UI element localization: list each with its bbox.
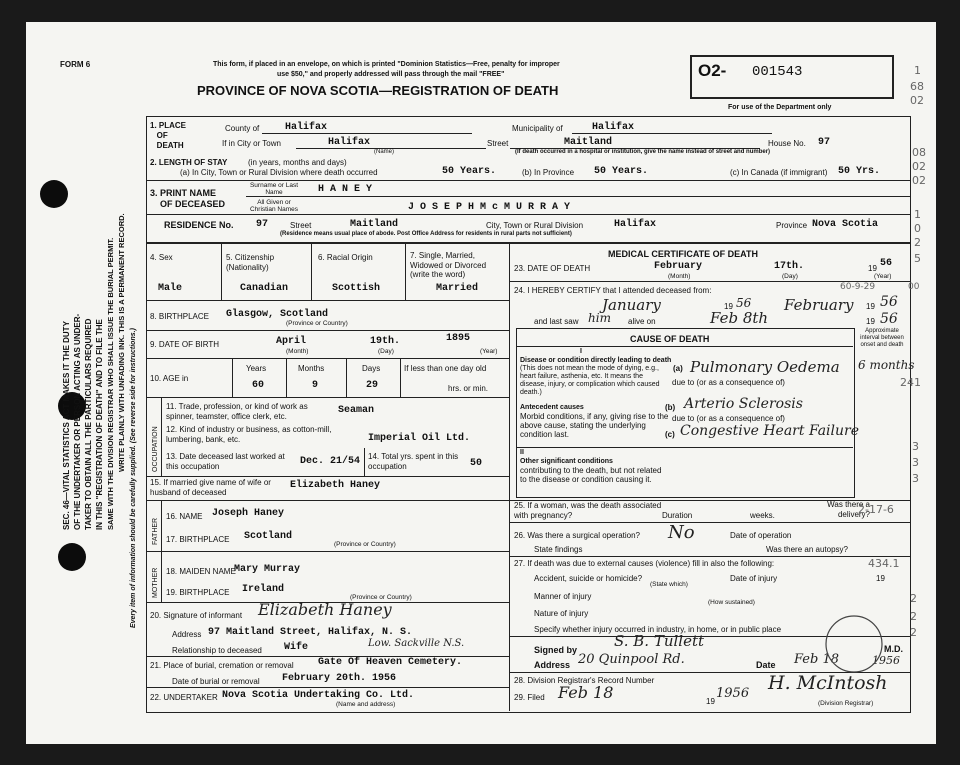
envelope-note-line-2: use $50," and properly addressed will pass through the mail "FREE"	[277, 71, 505, 78]
birthplace-note: (Province or Country)	[286, 320, 348, 327]
municipality-label: Municipality of	[512, 124, 563, 133]
mother-name-value: Mary Murray	[234, 564, 301, 575]
handwritten-place-note: Low. Sackville N.S.	[368, 638, 465, 649]
form-title: PROVINCE OF NOVA SCOTIA—REGISTRATION OF DEATH	[197, 83, 559, 98]
stay-city-label: (a) In City, Town or Rural Division where death occurred	[180, 168, 378, 177]
other-conditions-note: contributing to the death, but not related to the disease or condition causing it.	[520, 466, 662, 484]
racial-origin-label: 6. Racial Origin	[318, 253, 373, 262]
divider-26	[510, 556, 910, 557]
sex-label: 4. Sex	[150, 253, 173, 262]
margin-note-14: 3	[912, 440, 919, 453]
alive-on-value: Feb 8th	[710, 309, 769, 327]
due-to-a: due to (or as a consequence of)	[672, 378, 785, 387]
side-legal-text-2: OF THE UNDERTAKER OR PERSON ACTING AS UNDER-	[73, 313, 82, 530]
to-year: 56	[880, 294, 898, 310]
form-number: FORM 6	[60, 60, 91, 69]
divider-3	[146, 214, 911, 215]
last-worked-value: Dec. 21/54	[300, 456, 361, 467]
institution-note: (If death occurred in a hospital or institution, give the name instead of street and number)	[515, 149, 771, 155]
divider-21	[146, 687, 510, 688]
specify-label: Specify whether injury occurred in industry, in home, or in public place	[534, 625, 782, 634]
total-years-question	[368, 452, 468, 472]
trade-question	[166, 402, 336, 422]
dob-month: April	[276, 336, 307, 347]
autopsy-question: Was there an autopsy?	[766, 545, 848, 554]
birthplace-value: Glasgow, Scotland	[226, 309, 329, 320]
place-street-value: Maitland	[564, 137, 613, 148]
divider-10	[146, 397, 510, 398]
margin-note-17: 2-17-6	[858, 503, 894, 516]
industry-question-text: 12. Kind of industry or business, as cotton-mill, lumbering, bank, etc.	[166, 425, 332, 444]
marital-value: Married	[436, 283, 479, 294]
dob-label: 9. DATE OF BIRTH	[150, 340, 220, 349]
divider-25	[510, 522, 910, 523]
record-number-label: 28. Division Registrar's Record Number	[514, 676, 655, 685]
duration-label: Duration	[662, 511, 693, 520]
undertaker-label: 22. UNDERTAKER	[150, 693, 218, 702]
municipality-underline	[572, 133, 772, 134]
marital-label: 7. Single, Married, Widowed or Divorced (write the word)	[410, 251, 487, 279]
antecedent-note: Morbid conditions, if any, giving rise to the above cause, stating the underlying condition last.	[520, 412, 669, 439]
side-legal-text-6: WRITE PLAINLY WITH UNFADING INK. THIS IS A PERMANENT RECORD.	[117, 213, 126, 472]
residence-province-value: Nova Scotia	[812, 219, 879, 230]
surgical-question: 26. Was there a surgical operation?	[514, 531, 640, 540]
residence-street-label: Street	[290, 221, 312, 230]
accident-label: Accident, suicide or homicide?	[534, 574, 643, 583]
signed-by-label: Signed by	[534, 645, 578, 655]
last-worked-question	[166, 452, 296, 472]
attended-to: February	[784, 296, 854, 314]
vline-occupation	[161, 398, 162, 476]
undertaker-note: (Name and address)	[336, 701, 396, 708]
place-label-1: 1. PLACE OF DEATH	[150, 121, 187, 150]
margin-note-21: 2	[910, 626, 917, 639]
from-year: 56	[736, 296, 752, 310]
place-street-label: Street	[487, 139, 509, 148]
side-legal-text-5: SAME WITH THE DIVISION REGISTRAR WHO SHALL ISSUE THE BURIAL PERMIT.	[106, 237, 115, 530]
vline-age-2	[286, 359, 287, 397]
external-causes-question: 27. If death was due to external causes (violence) fill in also the following:	[514, 559, 775, 568]
relationship-label: Relationship to deceased	[172, 646, 262, 655]
death-year-note: (Year)	[874, 273, 892, 280]
death-day-note: (Day)	[782, 273, 798, 280]
death-date-label: 23. DATE OF DEATH	[514, 264, 591, 273]
stay-city-value: 50 Years.	[442, 166, 497, 177]
margin-note-1: 1	[914, 64, 921, 77]
side-legal-text-4: IN THIS "REGISTRATION OF DEATH" AND TO FILE THE	[95, 319, 104, 530]
death-month-note: (Month)	[668, 273, 691, 280]
dob-year-note: (Year)	[480, 348, 498, 355]
vline-father	[161, 501, 162, 551]
mother-side-label: MOTHER	[152, 567, 159, 598]
age-days-label: Days	[362, 364, 381, 373]
antecedent-label: Antecedent causes	[520, 404, 584, 411]
father-side-label: FATHER	[152, 517, 159, 545]
father-birthplace-label: 17. BIRTHPLACE	[166, 535, 230, 544]
industry-question	[166, 425, 336, 445]
weeks-label: weeks.	[750, 511, 775, 520]
citizenship-label-text: 5. Citizenship (Nationality)	[226, 253, 275, 272]
vline-6	[405, 243, 406, 301]
divider-15	[146, 500, 510, 501]
birthplace-label: 8. BIRTHPLACE	[150, 312, 209, 321]
father-name-value: Joseph Haney	[212, 508, 285, 519]
physician-signature: S. B. Tullett	[614, 632, 705, 650]
roman-two: II	[520, 449, 524, 456]
dob-month-note: (Month)	[286, 348, 309, 355]
envelope-note-line-1: This form, if placed in an envelope, on which is printed "Dominion Statistics—Free, penalty for improper	[213, 61, 560, 68]
city-label: If in City or Town	[222, 139, 281, 148]
margin-note-15: 3	[912, 456, 919, 469]
margin-note-6: 02	[912, 174, 926, 187]
divider-8	[146, 330, 510, 331]
margin-note-11: 60-9-29	[840, 282, 876, 292]
city-value: Halifax	[328, 137, 371, 148]
informant-address-label: Address	[172, 630, 202, 639]
dob-day-note: (Day)	[378, 348, 394, 355]
mother-birthplace-value: Ireland	[242, 584, 285, 595]
margin-note-10: 5	[914, 252, 921, 265]
vline-age-1	[232, 359, 233, 397]
print-name-label-2: OF DECEASED	[160, 199, 226, 209]
cause-title-rule	[517, 346, 853, 347]
delivery-question-text: Was there a delivery?	[827, 500, 870, 519]
burial-date-value: February 20th. 1956	[282, 673, 397, 684]
hours-minutes-note: hrs. or min.	[448, 384, 489, 393]
cause-c-letter: (c)	[665, 430, 675, 439]
county-value: Halifax	[285, 122, 328, 133]
cause-a-letter: (a)	[673, 364, 683, 373]
spouse-value: Elizabeth Haney	[290, 480, 381, 491]
roman-one: I	[580, 348, 582, 355]
death-month: February	[654, 261, 703, 272]
margin-note-9: 2	[914, 236, 921, 249]
last-saw-label: and last saw	[534, 317, 579, 326]
total-years-value: 50	[470, 458, 483, 469]
side-legal-text-1: SEC. 46—VITAL STATISTICS ACT MAKES IT THE DUTY	[62, 321, 71, 530]
immediate-cause-label: Disease or condition directly leading to death	[520, 357, 672, 364]
interval-label: Approximate interval between onset and death	[860, 328, 904, 348]
residence-city-label: City, Town or Rural Division	[486, 221, 584, 230]
citizenship-label	[226, 253, 310, 273]
age-label: 10. AGE in	[150, 374, 189, 383]
mother-country-note: (Province or Country)	[350, 594, 412, 601]
age-years-label: Years	[246, 364, 267, 373]
stamp-circle	[822, 612, 886, 676]
filed-year: 1956	[716, 686, 750, 701]
how-sustained-note: (How sustained)	[708, 599, 755, 606]
spouse-question-text: 15. If married give name of wife or husband of deceased	[150, 478, 271, 497]
house-label: House No.	[768, 139, 806, 148]
physician-date: Feb 18	[794, 652, 839, 667]
total-years-question-text: 14. Total yrs. spent in this occupation	[368, 452, 459, 471]
stay-province-label: (b) In Province	[522, 168, 575, 177]
alive-on-label: alive on	[628, 317, 656, 326]
informant-signature: Elizabeth Haney	[258, 600, 392, 619]
interval-a-value: 6 months	[858, 358, 915, 372]
spouse-question	[150, 478, 300, 498]
cause-a-value: Pulmonary Oedema	[690, 358, 840, 376]
age-months-label: Months	[298, 364, 325, 373]
divider-7	[146, 300, 510, 301]
alive-year-prefix: 19	[866, 317, 875, 326]
county-underline	[262, 133, 472, 134]
less-than-day-note: If less than one day old	[404, 364, 487, 373]
state-findings-label: State findings	[534, 545, 583, 554]
state-which-note: (State which)	[650, 581, 688, 588]
filed-label: 29. Filed	[514, 693, 545, 702]
burial-place-value: Gate Of Heaven Cemetery.	[318, 657, 463, 668]
cause-of-death-title: CAUSE OF DEATH	[630, 334, 710, 344]
from-year-prefix: 19	[724, 302, 733, 311]
department-only-note: For use of the Department only	[728, 104, 832, 111]
relationship-value: Wife	[284, 642, 309, 653]
filed-year-prefix: 19	[706, 697, 715, 706]
residence-number: 97	[256, 219, 269, 230]
cause-divider	[517, 447, 853, 448]
vline-age-4	[400, 359, 401, 397]
other-conditions-label: Other significant conditions	[520, 458, 613, 465]
given-names-label: All Given or Christian Names	[249, 199, 299, 213]
vline-mother	[161, 552, 162, 602]
industry-value: Imperial Oil Ltd.	[368, 433, 471, 444]
margin-note-12: 00	[908, 282, 920, 292]
informant-address-value: 97 Maitland Street, Halifax, N. S.	[208, 627, 413, 638]
vline-5	[311, 243, 312, 301]
last-worked-question-text: 13. Date deceased last worked at this occupation	[166, 452, 285, 471]
divider-9	[146, 358, 510, 359]
medical-certificate-title: MEDICAL CERTIFICATE OF DEATH	[608, 249, 758, 259]
margin-note-16: 3	[912, 472, 919, 485]
municipality-value: Halifax	[592, 122, 635, 133]
residence-city-value: Halifax	[614, 219, 657, 230]
physician-date-label: Date	[756, 660, 776, 670]
due-to-b: due to (or as a consequence of)	[672, 414, 785, 423]
undertaker-value: Nova Scotia Undertaking Co. Ltd.	[222, 690, 415, 701]
margin-note-5: 02	[912, 160, 926, 173]
last-saw-value: him	[588, 311, 611, 325]
surname-value: H A N E Y	[318, 184, 373, 195]
registration-number: 001543	[752, 64, 803, 80]
age-years-value: 60	[252, 380, 265, 391]
cause-c-value: Congestive Heart Failure	[680, 423, 860, 439]
residence-street-value: Maitland	[350, 219, 399, 230]
attended-question: 24. I HEREBY CERTIFY that I attended deceased from:	[514, 286, 712, 295]
surname-underline	[246, 196, 911, 197]
vline-4	[221, 243, 222, 301]
father-name-label: 16. NAME	[166, 512, 203, 521]
punch-hole-bottom	[58, 543, 86, 571]
stay-canada-value: 50 Yrs.	[838, 166, 881, 177]
stay-canada-label: (c) In Canada (if immigrant)	[730, 168, 828, 177]
divider-2	[146, 180, 911, 181]
physician-address: 20 Quinpool Rd.	[578, 652, 685, 667]
burial-date-label: Date of burial or removal	[172, 677, 260, 686]
vline-14	[364, 448, 365, 476]
operation-date-label: Date of operation	[730, 531, 792, 540]
mother-name-label: 18. MAIDEN NAME	[166, 567, 236, 576]
burial-place-label: 21. Place of burial, cremation or removal	[150, 661, 294, 670]
print-name-label-1: 3. PRINT NAME	[150, 188, 217, 198]
dob-year: 1895	[446, 333, 471, 344]
cause-b-letter: (b)	[665, 403, 676, 412]
margin-note-7: 1	[914, 208, 921, 221]
margin-note-13: 241	[900, 376, 921, 389]
margin-note-8: 0	[914, 222, 921, 235]
divider-14	[146, 476, 510, 477]
informant-signature-label: 20. Signature of informant	[150, 611, 243, 620]
injury-year-prefix: 19	[876, 574, 885, 583]
manner-label: Manner of injury	[534, 592, 592, 601]
margin-note-18: 434.1	[868, 557, 900, 570]
division-registrar-note: (Division Registrar)	[818, 700, 874, 707]
cause-b-value: Arterio Sclerosis	[684, 396, 803, 412]
nature-label: Nature of injury	[534, 609, 589, 618]
county-label: County of	[225, 124, 260, 133]
divider-17	[146, 551, 510, 552]
filed-date: Feb 18	[558, 683, 614, 702]
residence-label: RESIDENCE No.	[164, 220, 234, 230]
punch-hole-top	[40, 180, 68, 208]
house-value: 97	[818, 137, 831, 148]
death-year-prefix: 19	[868, 264, 877, 273]
age-days-value: 29	[366, 380, 379, 391]
to-year-prefix: 19	[866, 302, 875, 311]
attended-from: January	[602, 296, 661, 314]
physician-address-label: Address	[534, 660, 571, 670]
dob-day: 19th.	[370, 336, 401, 347]
racial-origin-value: Scottish	[332, 283, 381, 294]
md-label: M.D.	[884, 644, 903, 654]
mother-birthplace-label: 19. BIRTHPLACE	[166, 588, 230, 597]
margin-note-3: 02	[910, 94, 924, 107]
age-months-value: 9	[312, 380, 319, 391]
stay-label: 2. LENGTH OF STAY	[150, 158, 228, 167]
margin-note-19: 2	[910, 592, 917, 605]
alive-year: 56	[880, 311, 898, 327]
citizenship-value: Canadian	[240, 283, 289, 294]
injury-date-label: Date of injury	[730, 574, 778, 583]
residence-note: (Residence means usual place of abode. Post Office Address for residents in rural parts not sufficient)	[280, 231, 572, 237]
side-legal-text-3: TAKER TO OBTAIN ALL THE PARTICULARS REQUIRED	[84, 318, 93, 530]
immediate-cause-note: (This does not mean the mode of dying, e.g., heart failure, asthenia, etc. It means the disease, injury, or complication which caused death.)	[520, 365, 660, 396]
margin-note-4: 08	[912, 146, 926, 159]
column-divider	[509, 243, 510, 711]
surname-label: Surname or Last Name	[249, 182, 299, 196]
registrar-signature: H. McIntosh	[768, 672, 888, 694]
vline-age-3	[346, 359, 347, 397]
father-country-note: (Province or Country)	[334, 541, 396, 548]
sex-value: Male	[158, 283, 183, 294]
physician-year: 1956	[872, 654, 900, 667]
trade-question-text: 11. Trade, profession, or kind of work as spinner, teamster, office clerk, etc.	[166, 402, 308, 421]
father-birthplace-value: Scotland	[244, 531, 293, 542]
margin-note-2: 68	[910, 80, 924, 93]
given-names-value: J O S E P H M c M U R R A Y	[408, 202, 571, 213]
margin-note-20: 2	[910, 610, 917, 623]
death-day: 17th.	[774, 261, 805, 272]
stay-note: (in years, months and days)	[248, 158, 347, 167]
trade-value: Seaman	[338, 405, 375, 416]
residence-province-label: Province	[776, 221, 808, 230]
occupation-side-label: OCCUPATION	[152, 426, 159, 472]
divider-residence	[146, 242, 911, 244]
death-year: 56	[880, 258, 893, 269]
pregnancy-question: 25. If a woman, was the death associated with pregnancy?	[514, 501, 662, 520]
surgical-value: No	[668, 522, 695, 543]
stay-province-value: 50 Years.	[594, 166, 649, 177]
name-note: (Name)	[374, 149, 395, 155]
registration-prefix: O2-	[698, 61, 727, 80]
side-instructions: Every item of information should be carefully supplied. (See reverse side for instructions.)	[130, 328, 137, 628]
